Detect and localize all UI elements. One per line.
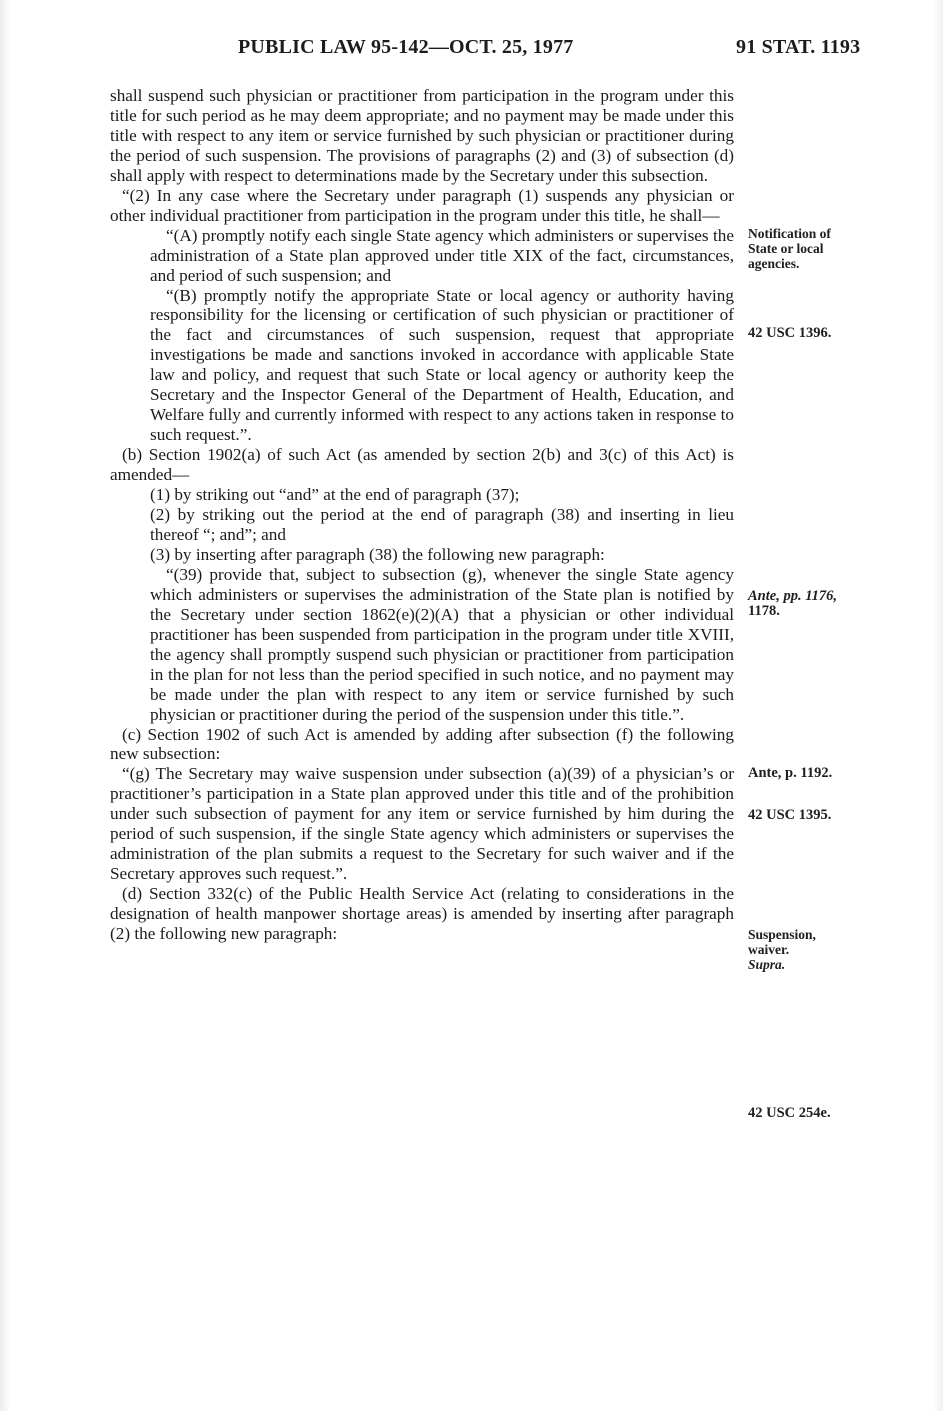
law-title: PUBLIC LAW 95-142—OCT. 25, 1977 xyxy=(238,36,574,58)
margin-note-suspension xyxy=(748,927,878,972)
margin-note-usc-1396: 42 USC 1396. xyxy=(748,325,832,341)
margin-note-line: State or local xyxy=(748,241,824,256)
page-header xyxy=(0,36,943,62)
margin-note-usc-1395: 42 USC 1395. xyxy=(748,807,832,823)
paragraph-2: “(2) In any case where the Secretary under paragraph (1) suspends any physician or other individual practitioner from participation in the program under this title, he shall— xyxy=(110,185,734,225)
paragraph-39: “(39) provide that, subject to subsection (g), whenever the single State agency which administers or supervises the administration of the State plan is notified by the Secretary under section 1862(e)(2)(A) that a physician or other individual practitioner has been suspended from participation in the program under title XVIII, the agency shall promptly suspend such physician or practitioner from participation in the plan for not less than the period specified in such notice, and no payment may be made under the plan with respect to any item or service furnished by such physician or practitioner during the period of the suspension under this title.”. xyxy=(150,564,734,724)
margin-note-ante-1192: Ante, p. 1192. xyxy=(748,765,833,781)
amendment-item-3: (3) by inserting after paragraph (38) the following new paragraph: xyxy=(150,544,605,564)
document-body xyxy=(110,86,734,944)
page-edge-right xyxy=(933,0,943,1411)
margin-note-line: agencies. xyxy=(748,256,800,271)
subparagraph-a: “(A) promptly notify each single State agency which administers or supervises the administration of a State plan approved under title XIX of the fact, circumstances, and period of such suspension; and xyxy=(150,225,734,285)
margin-note-line: Ante, pp. 1176, xyxy=(748,588,838,604)
margin-note-line: waiver. xyxy=(748,942,790,957)
subsection-g: “(g) The Secretary may waive suspension under subsection (a)(39) of a physician’s or practitioner’s participation in a State plan approved under this title and of the prohibition under such subsection of payment for any item or service furnished by him during the period of such suspension, if the single State agency which administers or supervises the administration of the plan submits a request to the Secretary for such waiver and if the Secretary approves such request.”. xyxy=(110,764,734,884)
subsection-c: (c) Section 1902 of such Act is amended by adding after subsection (f) the following new subsection: xyxy=(110,724,734,764)
amendment-item-1: (1) by striking out “and” at the end of paragraph (37); xyxy=(150,485,520,505)
subsection-b: (b) Section 1902(a) of such Act (as amended by section 2(b) and 3(c) of this Act) is amended— xyxy=(110,445,734,485)
margin-note-line: Supra. xyxy=(748,957,786,972)
subsection-d: (d) Section 332(c) of the Public Health Service Act (relating to considerations in the designation of health manpower shortage areas) is amended by inserting after paragraph (2) the following new paragraph: xyxy=(110,884,734,944)
margin-note-line: Suspension, xyxy=(748,927,816,942)
subparagraph-b: “(B) promptly notify the appropriate State or local agency or authority having responsibility for the licensing or certification of such physician or practitioner of the fact and circumstances of such suspension, request that appropriate investigations be made and sanctions invoked in accordance with applicable State law and policy, and request that such State or local agency or authority keep the Secretary and the Inspector General of the Department of Health, Education, and Welfare fully and currently informed with respect to any actions taken in response to such request.”. xyxy=(150,285,734,445)
margin-note-line: Notification of xyxy=(748,226,831,241)
margin-note-notification xyxy=(748,226,878,271)
margin-note-usc-254e: 42 USC 254e. xyxy=(748,1105,831,1121)
amendment-item-2: (2) by striking out the period at the end of paragraph (38) and inserting in lieu thereof “; and”; and xyxy=(150,505,734,544)
statute-reference: 91 STAT. 1193 xyxy=(736,36,861,58)
margin-note-ante xyxy=(748,589,878,619)
page-edge-left xyxy=(0,0,10,1411)
paragraph-continuation: shall suspend such physician or practitioner from participation in the program under this title for such period as he may deem appropriate; and no payment may be made under this title with respect to any item or service furnished by such physician or practitioner during the period of such suspension. The provisions of paragraphs (2) and (3) of subsection (d) shall apply with respect to determinations made by the Secretary under this subsection. xyxy=(110,86,734,185)
margin-note-line: 1178. xyxy=(748,603,780,619)
